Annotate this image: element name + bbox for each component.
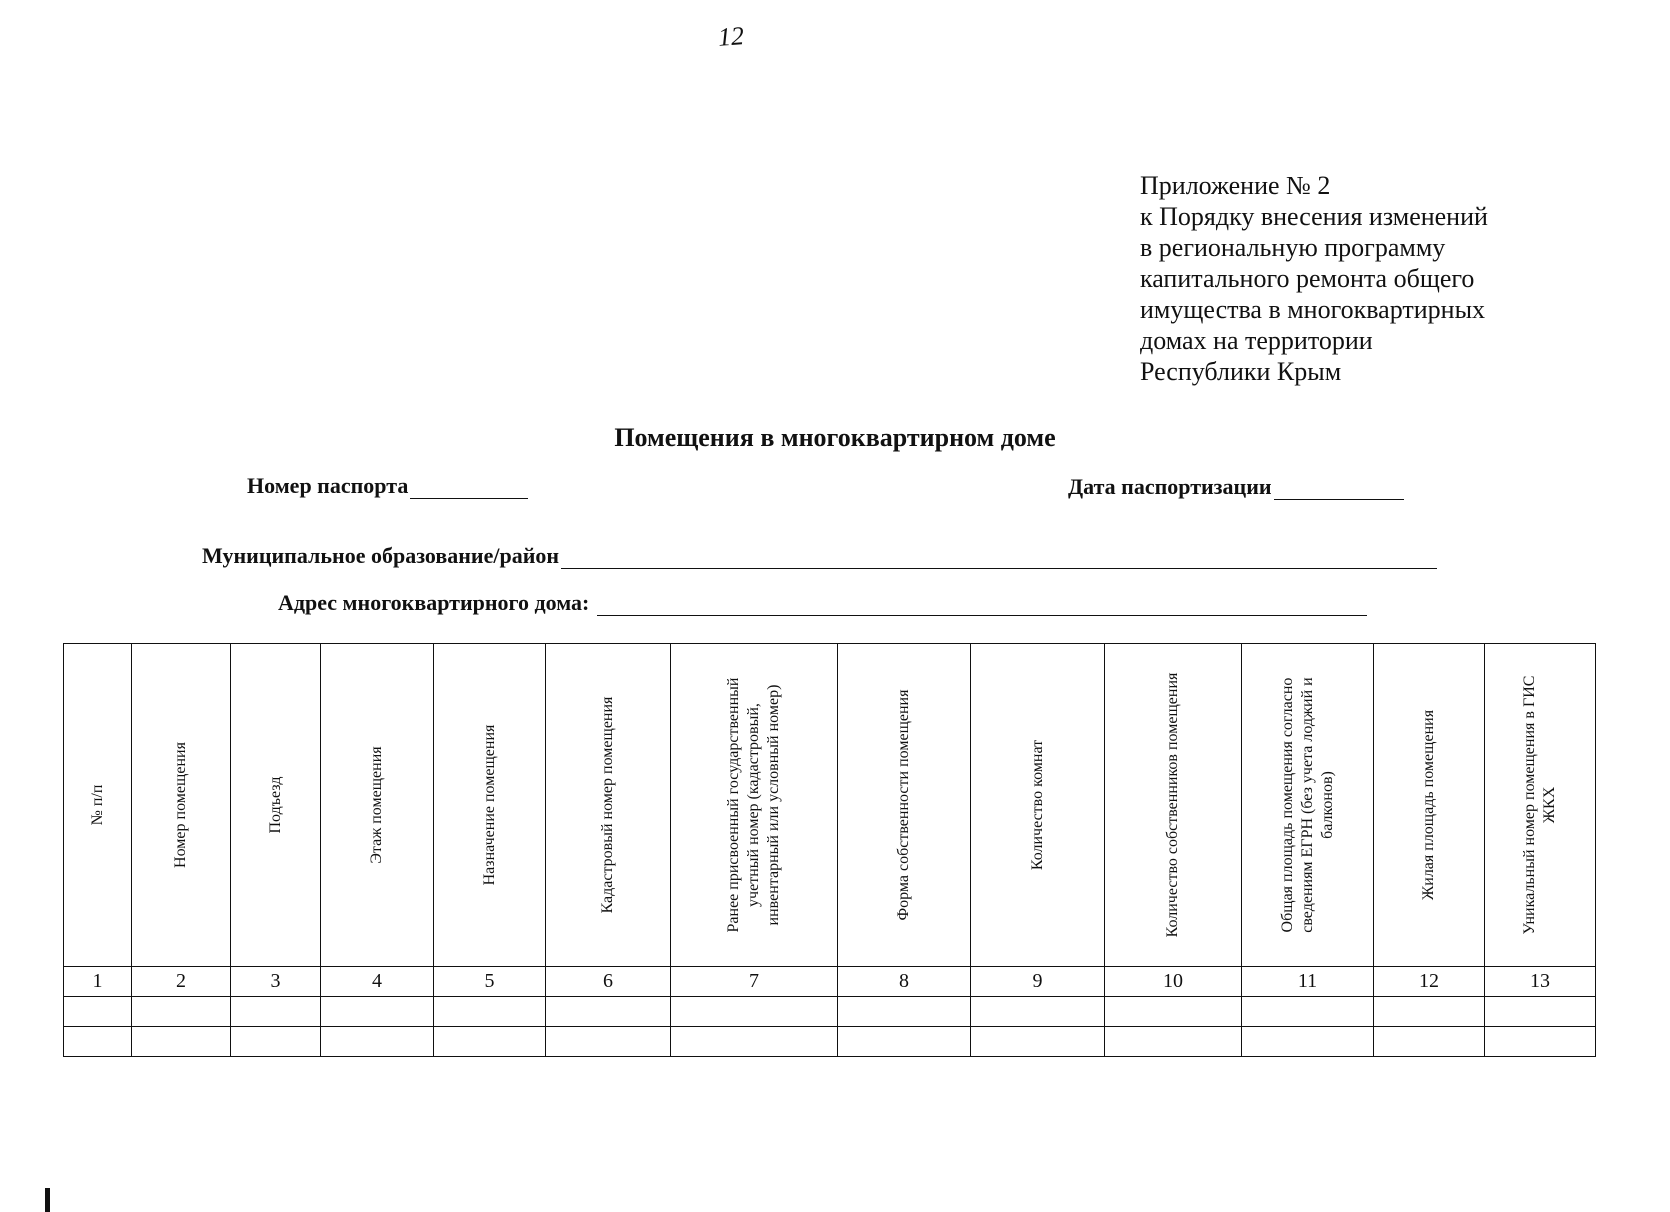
passport-number-field	[247, 473, 528, 499]
municipality-blank[interactable]	[561, 550, 1437, 569]
header-label: Назначение помещения	[480, 724, 498, 886]
table-cell[interactable]	[132, 1027, 231, 1057]
table-header-cell	[434, 644, 546, 967]
table-cell[interactable]	[434, 997, 546, 1027]
table-cell[interactable]	[546, 997, 671, 1027]
table-row	[64, 997, 1596, 1027]
address-label: Адрес многоквартирного дома:	[278, 590, 590, 615]
appendix-line: Приложение № 2	[1140, 171, 1331, 200]
column-number: 9	[971, 967, 1105, 997]
table-cell[interactable]	[1374, 997, 1485, 1027]
header-label: Общая площадь помещения согласно сведениям ЕГРН (без учета лоджий и балконов)	[1278, 677, 1336, 933]
table-cell[interactable]	[838, 1027, 971, 1057]
appendix-line: Республики Крым	[1140, 357, 1342, 386]
table-header-cell	[546, 644, 671, 967]
column-number: 5	[434, 967, 546, 997]
table-header-cell	[64, 644, 132, 967]
header-label: Жилая площадь помещения	[1420, 709, 1437, 901]
column-number: 10	[1105, 967, 1242, 997]
header-label: Количество комнат	[1028, 739, 1046, 871]
table-cell[interactable]	[838, 997, 971, 1027]
table-cell[interactable]	[546, 1027, 671, 1057]
passport-date-field	[1068, 474, 1404, 500]
table-cell[interactable]	[671, 997, 838, 1027]
address-blank[interactable]	[597, 597, 1367, 616]
header-label: Форма собственности помещения	[895, 689, 912, 921]
column-number: 4	[321, 967, 434, 997]
table-cell[interactable]	[671, 1027, 838, 1057]
table-header-cell	[1105, 644, 1242, 967]
column-number: 3	[231, 967, 321, 997]
appendix-line: имущества в многоквартирных	[1140, 295, 1486, 324]
table-cell[interactable]	[231, 997, 321, 1027]
table-cell[interactable]	[971, 997, 1105, 1027]
table-cell[interactable]	[1242, 1027, 1374, 1057]
table-cell[interactable]	[132, 997, 231, 1027]
header-label: Номер помещения	[172, 742, 189, 868]
table-cell[interactable]	[1485, 1027, 1596, 1057]
header-label: Подъезд	[266, 776, 284, 834]
column-number-row	[64, 967, 1596, 997]
page-number: 12	[716, 21, 745, 52]
margin-mark	[45, 1188, 50, 1212]
column-number: 8	[838, 967, 971, 997]
table-cell[interactable]	[1105, 997, 1242, 1027]
table-header-cell	[971, 644, 1105, 967]
appendix-line: капитального ремонта общего	[1140, 264, 1475, 293]
table-cell[interactable]	[231, 1027, 321, 1057]
table-cell[interactable]	[64, 997, 132, 1027]
column-number: 6	[546, 967, 671, 997]
passport-number-blank[interactable]	[410, 480, 528, 499]
passport-number-label: Номер паспорта	[247, 473, 409, 498]
header-label: Уникальный номер помещения в ГИС ЖКХ	[1521, 675, 1558, 935]
table-header-cell	[321, 644, 434, 967]
table-header-cell	[1485, 644, 1596, 967]
table-cell[interactable]	[321, 1027, 434, 1057]
table-cell[interactable]	[1242, 997, 1374, 1027]
table-row	[64, 1027, 1596, 1057]
column-number: 1	[64, 967, 132, 997]
header-label: № п/п	[88, 784, 106, 826]
municipality-field	[202, 543, 1437, 569]
column-number: 2	[132, 967, 231, 997]
table-cell[interactable]	[321, 997, 434, 1027]
document-title: Помещения в многоквартирном доме	[614, 423, 1056, 452]
table-header-cell	[1242, 644, 1374, 967]
appendix-line: домах на территории	[1140, 326, 1373, 355]
column-number: 12	[1374, 967, 1485, 997]
header-label: Этаж помещения	[368, 746, 385, 864]
table-cell[interactable]	[1374, 1027, 1485, 1057]
table-cell[interactable]	[434, 1027, 546, 1057]
table-header-cell	[231, 644, 321, 967]
table-cell[interactable]	[971, 1027, 1105, 1057]
header-label: Количество собственников помещения	[1164, 672, 1181, 938]
rooms-table	[63, 643, 1596, 1057]
header-label: Ранее присвоенный государственный учетный номер (кадастровый, инвентарный или условный номер)	[725, 677, 782, 933]
table-header-row	[64, 644, 1596, 967]
passport-date-label: Дата паспортизации	[1068, 474, 1272, 499]
address-field	[278, 590, 1367, 616]
column-number: 13	[1485, 967, 1596, 997]
table-header-cell	[1374, 644, 1485, 967]
municipality-label: Муниципальное образование/район	[202, 543, 560, 568]
passport-date-blank[interactable]	[1274, 481, 1404, 500]
table-header-cell	[132, 644, 231, 967]
table-cell[interactable]	[1105, 1027, 1242, 1057]
table-header-cell	[671, 644, 838, 967]
appendix-line: в региональную программу	[1140, 233, 1446, 262]
table-cell[interactable]	[1485, 997, 1596, 1027]
column-number: 7	[671, 967, 838, 997]
appendix-block	[1140, 170, 1560, 387]
table-header-cell	[838, 644, 971, 967]
appendix-line: к Порядку внесения изменений	[1140, 202, 1488, 231]
header-label: Кадастровый номер помещения	[599, 696, 616, 914]
column-number: 11	[1242, 967, 1374, 997]
table-cell[interactable]	[64, 1027, 132, 1057]
